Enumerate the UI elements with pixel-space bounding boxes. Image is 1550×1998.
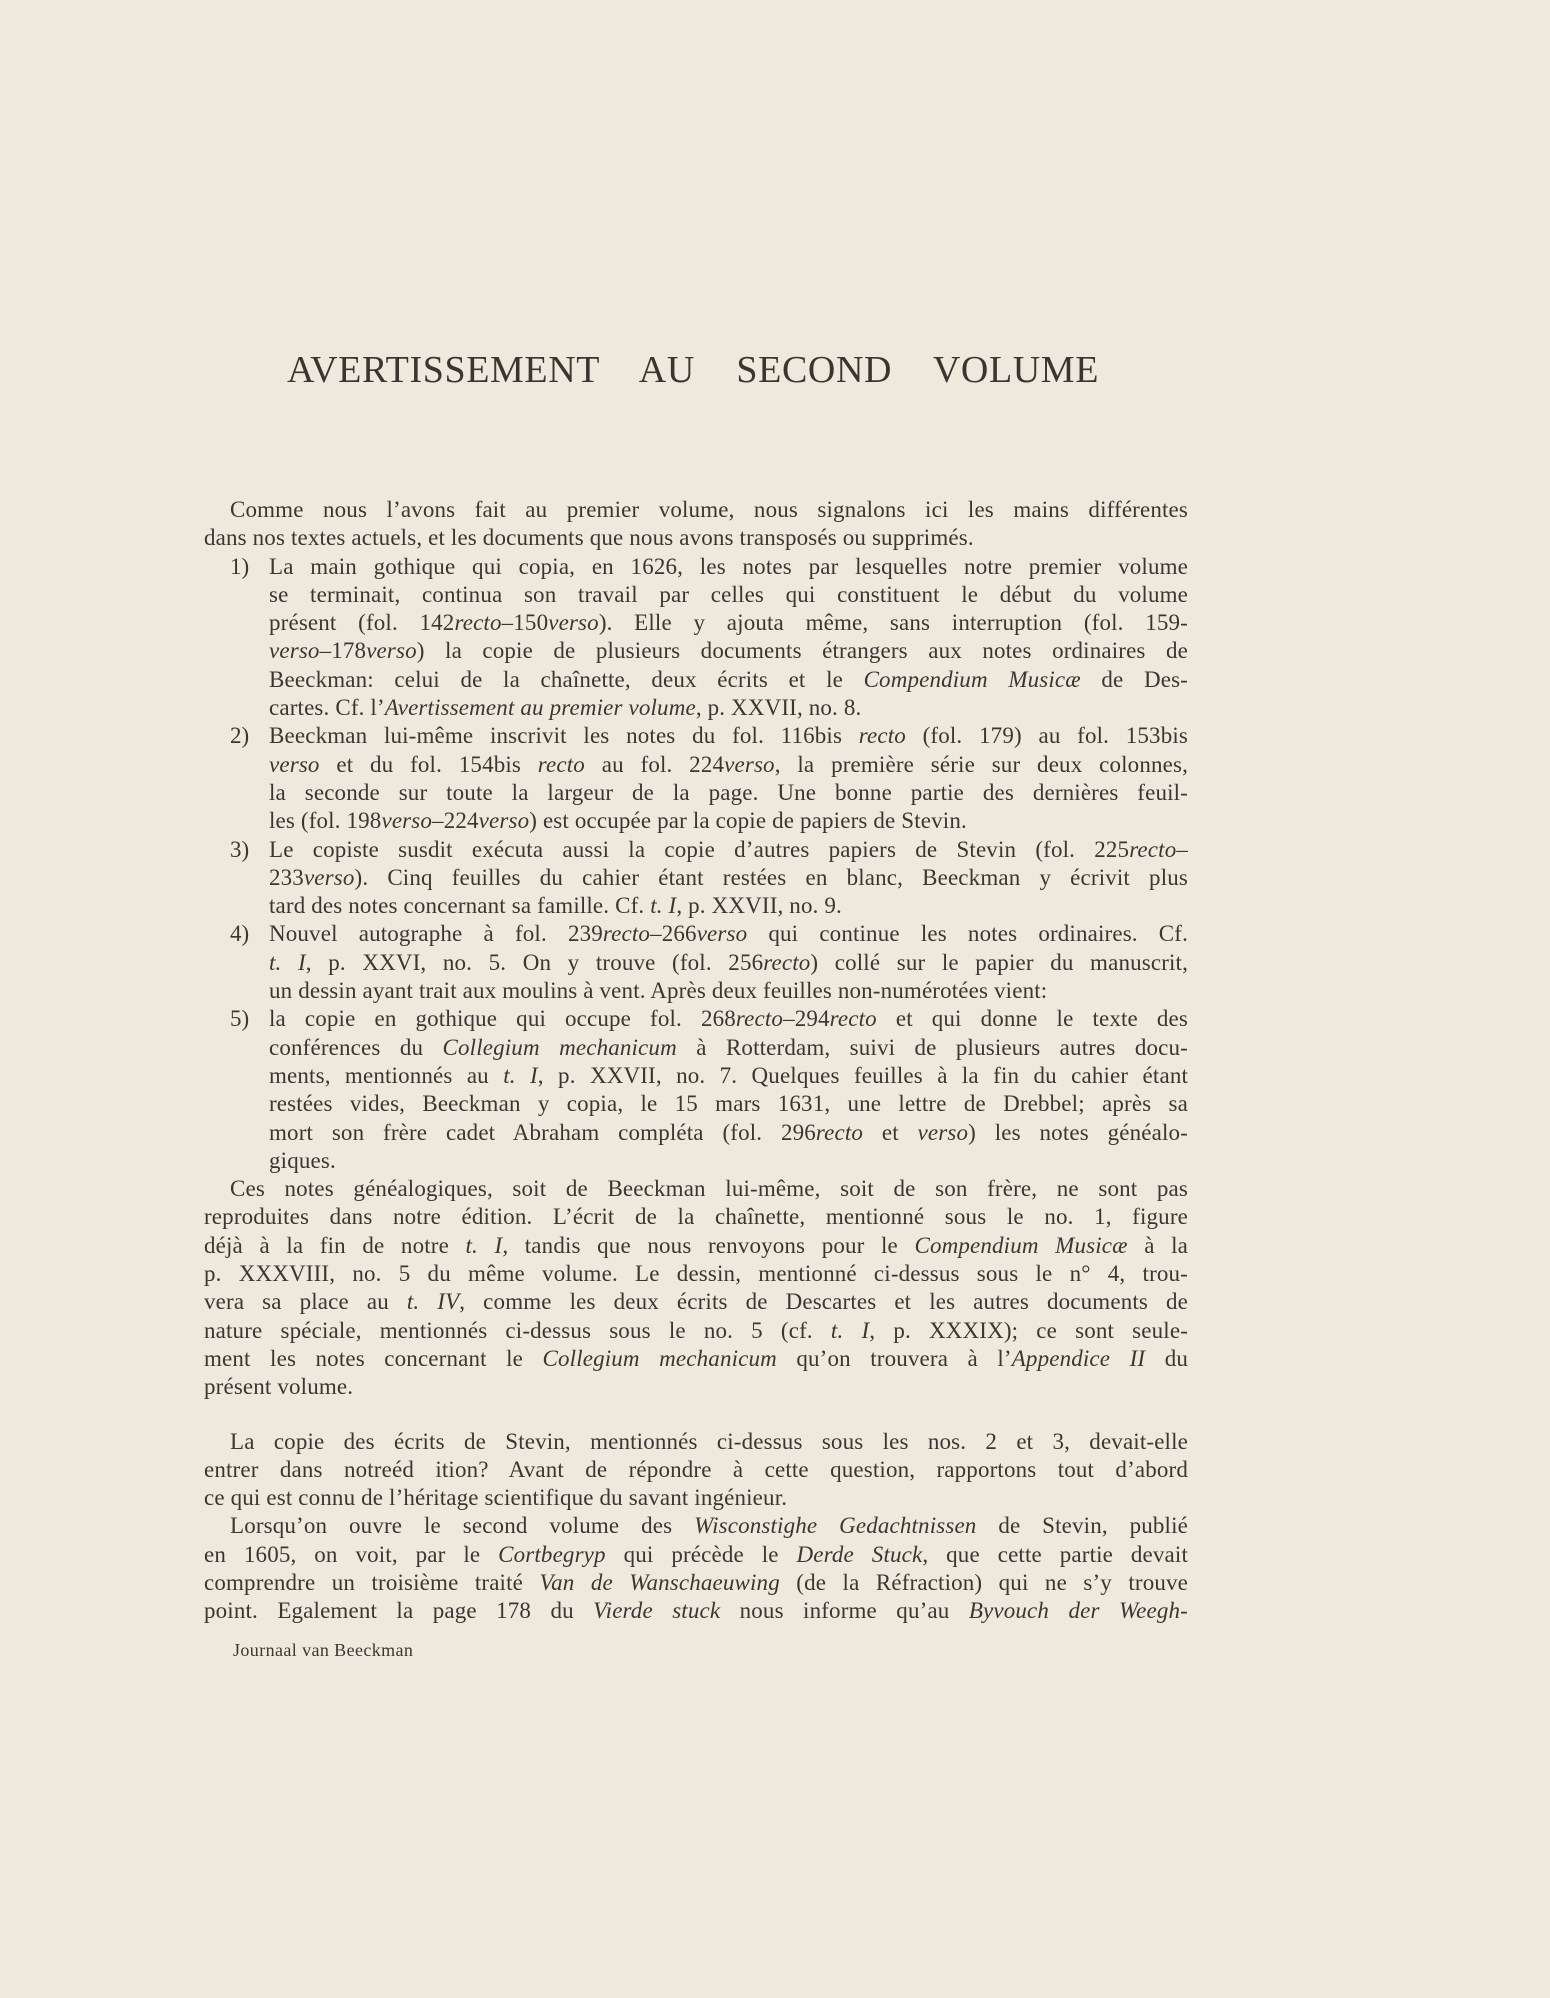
text-line	[269, 694, 1188, 722]
text-line	[204, 1484, 1188, 1512]
numbered-item	[204, 1005, 1188, 1175]
italic-text: t. I	[269, 949, 306, 975]
text-line	[269, 977, 1188, 1005]
italic-text: Cortbegryp	[498, 1541, 606, 1567]
italic-text: Vierde stuck	[593, 1598, 721, 1624]
italic-text: recto	[815, 1119, 864, 1145]
text-run: de Stevin, publié	[976, 1513, 1188, 1539]
italic-text: verso	[548, 610, 599, 636]
italic-text: recto	[763, 949, 811, 975]
text-line	[204, 1428, 1188, 1456]
text-run: Comme nous l’avons fait au premier volume, nous signalons ici les mains différentes	[230, 497, 1188, 522]
text-run: , p. XXVII, no. 8.	[695, 695, 862, 721]
text-run: reproduites dans notre édition. L’écrit de la chaînette, mentionné sous le no. 1, figure	[204, 1204, 1188, 1230]
text-run: ). Elle y ajouta même, sans interruption (fol. 159-	[598, 610, 1188, 636]
text-run: La main gothique qui copia, en 1626, les notes par lesquelles notre premier volume	[269, 553, 1188, 579]
page-title: AVERTISSEMENT AU SECOND VOLUME	[287, 349, 1099, 391]
text-run: (fol. 179) au fol. 153bis	[905, 723, 1188, 749]
text-run: , p. XXVII, no. 9.	[676, 893, 842, 919]
italic-text: Collegium mechanicum	[442, 1034, 677, 1060]
italic-text: t. I	[503, 1062, 538, 1088]
text-run: Beeckman: celui de la chaînette, deux écrits et le	[269, 666, 864, 692]
text-run: du	[1145, 1345, 1189, 1371]
text-line	[204, 1512, 1188, 1540]
item-number: 3)	[230, 836, 250, 862]
text-run: présent (fol. 142	[269, 610, 455, 636]
text-run: de Des-	[1080, 666, 1188, 692]
italic-text: Avertissement au premier volume	[384, 695, 696, 721]
text-run: p. XXXVIII, no. 5 du même volume. Le dessin, mentionné ci-dessus sous le n° 4, trou-	[204, 1261, 1188, 1287]
text-line	[204, 524, 1188, 552]
italic-text: recto	[454, 610, 502, 636]
italic-text: Derde Stuck	[796, 1541, 923, 1567]
text-line	[269, 1005, 1188, 1033]
text-run: , p. XXXIX); ce sont seule-	[869, 1317, 1189, 1343]
italic-text: t. I	[465, 1232, 503, 1258]
item-number: 1)	[230, 553, 250, 579]
text-run: entrer dans notreéd ition? Avant de répondre à cette question, rapportons tout d’abord	[204, 1456, 1188, 1482]
text-run: ) la copie de plusieurs documents étrangers aux notes ordinaires de	[416, 638, 1188, 664]
item-number: 4)	[230, 921, 250, 947]
italic-text: verso	[696, 921, 748, 947]
text-run: les (fol. 198	[269, 808, 382, 834]
text-run: la copie en gothique qui occupe fol. 268	[269, 1006, 736, 1032]
text-run: , la première série sur deux colonnes,	[774, 751, 1188, 777]
italic-text: verso	[381, 808, 433, 834]
text-run: , tandis que nous renvoyons pour le	[502, 1232, 915, 1258]
numbered-item	[204, 722, 1188, 835]
text-line	[269, 1062, 1188, 1090]
text-run: et	[863, 1119, 918, 1145]
text-line	[269, 751, 1188, 779]
text-line	[269, 779, 1188, 807]
text-run: Nouvel autographe à fol. 239	[269, 921, 603, 947]
text-run: ce qui est connu de l’héritage scientifique du savant ingénieur.	[204, 1485, 788, 1511]
text-line	[269, 807, 1188, 835]
text-line	[204, 1569, 1188, 1597]
italic-text: t. I	[830, 1317, 870, 1343]
italic-text: Byvouch der Weegh-	[968, 1598, 1188, 1624]
numbered-item	[204, 553, 1188, 723]
italic-text: verso	[366, 638, 417, 664]
text-run: –178	[319, 638, 367, 664]
document-body	[204, 496, 1188, 1626]
text-line	[269, 836, 1188, 864]
paragraph-gap	[204, 1402, 1188, 1428]
italic-text: t. IV	[406, 1289, 460, 1315]
italic-text: t. I	[650, 893, 677, 919]
numbered-item	[204, 920, 1188, 1005]
italic-text: verso	[303, 864, 355, 890]
text-run: , que cette partie devait	[922, 1541, 1188, 1567]
italic-text: verso	[269, 751, 320, 777]
running-footer: Journaal van Beeckman	[233, 1640, 414, 1660]
body-paragraph	[204, 1175, 1188, 1401]
italic-text: Wisconstighe Gedachtnissen	[694, 1513, 977, 1539]
text-line	[204, 1260, 1188, 1288]
text-run: qu’on trouvera à l’	[776, 1345, 1012, 1371]
text-line	[204, 1541, 1188, 1569]
text-run: , comme les deux écrits de Descartes et les autres documents de	[459, 1289, 1188, 1315]
text-run: déjà à la fin de notre	[204, 1232, 466, 1258]
text-line	[269, 1090, 1188, 1118]
item-number: 2)	[230, 723, 250, 749]
text-run: un dessin ayant trait aux moulins à vent. Après deux feuilles non-numérotées vient:	[269, 978, 1048, 1004]
text-line	[204, 1597, 1188, 1625]
italic-text: recto	[735, 1006, 784, 1032]
numbered-item	[204, 836, 1188, 921]
text-run: ment les notes concernant le	[204, 1345, 543, 1371]
text-run: –266	[650, 921, 697, 947]
text-run: giques.	[269, 1147, 336, 1173]
text-run: à Rotterdam, suivi de plusieurs autres docu-	[676, 1034, 1188, 1060]
text-run: 233	[269, 864, 304, 890]
text-line	[204, 496, 1188, 524]
text-line	[269, 920, 1188, 948]
italic-text: recto	[858, 723, 906, 749]
text-run: qui continue les notes ordinaires. Cf.	[747, 921, 1188, 947]
text-line	[269, 892, 1188, 920]
text-run: –150	[501, 610, 549, 636]
body-paragraph	[204, 1428, 1188, 1513]
italic-text: Appendice II	[1011, 1345, 1146, 1371]
italic-text: verso	[917, 1119, 969, 1145]
text-line	[269, 1119, 1188, 1147]
text-run: nous informe qu’au	[720, 1598, 969, 1624]
text-run: La copie des écrits de Stevin, mentionnés ci-dessus sous les nos. 2 et 3, devait-elle	[230, 1428, 1188, 1454]
italic-text: recto	[537, 751, 585, 777]
text-run: ) les notes généalo-	[968, 1119, 1188, 1145]
text-run: –224	[432, 808, 479, 834]
text-run: la seconde sur toute la largeur de la page. Une bonne partie des dernières feuil-	[269, 779, 1188, 805]
text-run: se terminait, continua son travail par celles qui constituent le début du volume	[269, 581, 1188, 607]
text-run: point. Egalement la page 178 du	[204, 1598, 594, 1624]
text-run: vera sa place au	[204, 1289, 407, 1315]
text-run: ). Cinq feuilles du cahier étant restées en blanc, Beeckman y écrivit plus	[354, 864, 1188, 890]
text-line	[204, 1317, 1188, 1345]
text-line	[269, 637, 1188, 665]
text-run: tard des notes concernant sa famille. Cf.	[269, 893, 651, 919]
text-line	[269, 864, 1188, 892]
text-run: , p. XXVII, no. 7. Quelques feuilles à la fin du cahier étant	[537, 1062, 1189, 1088]
body-paragraph	[204, 1512, 1188, 1625]
text-run: à la	[1127, 1232, 1189, 1258]
text-line	[269, 949, 1188, 977]
text-line	[269, 553, 1188, 581]
text-run: Le copiste susdit exécuta aussi la copie d’autres papiers de Stevin (fol. 225	[269, 836, 1130, 862]
text-line	[269, 666, 1188, 694]
intro-paragraph	[204, 496, 1188, 553]
italic-text: verso	[269, 638, 320, 664]
text-run: qui précède le	[605, 1541, 797, 1567]
text-line	[269, 722, 1188, 750]
text-run: Beeckman lui-même inscrivit les notes du fol. 116bis	[269, 723, 859, 749]
item-number: 5)	[230, 1006, 250, 1032]
text-line	[269, 609, 1188, 637]
text-run: cartes. Cf. l’	[269, 695, 385, 721]
text-run: et qui donne le texte des	[876, 1006, 1189, 1032]
text-line	[204, 1373, 1188, 1401]
text-run: mort son frère cadet Abraham compléta (fol. 296	[269, 1119, 816, 1145]
text-line	[204, 1345, 1188, 1373]
text-run: ) collé sur le papier du manuscrit,	[810, 949, 1188, 975]
text-line	[269, 1147, 1188, 1175]
text-run: restées vides, Beeckman y copia, le 15 mars 1631, une lettre de Drebbel; après sa	[269, 1091, 1188, 1117]
text-run: conférences du	[269, 1034, 443, 1060]
text-run: Ces notes généalogiques, soit de Beeckman lui-même, soit de son frère, ne sont pas	[230, 1176, 1188, 1202]
text-line	[204, 1203, 1188, 1231]
italic-text: recto	[1129, 836, 1177, 862]
text-line	[204, 1232, 1188, 1260]
text-run: , p. XXVI, no. 5. On y trouve (fol. 256	[305, 949, 764, 975]
text-run: Lorsqu’on ouvre le second volume des	[230, 1513, 695, 1539]
text-line	[269, 581, 1188, 609]
italic-text: Van de Wanschaeuwing	[539, 1569, 780, 1595]
text-run: ments, mentionnés au	[269, 1062, 504, 1088]
text-line	[269, 1034, 1188, 1062]
text-run: nature spéciale, mentionnés ci-dessus sous le no. 5 (cf.	[204, 1317, 831, 1343]
text-run: en 1605, on voit, par le	[204, 1541, 499, 1567]
text-run: (de la Réfraction) qui ne s’y trouve	[779, 1569, 1189, 1595]
text-run: –	[1176, 836, 1188, 862]
text-run: comprendre un troisième traité	[204, 1569, 540, 1595]
text-run: –294	[783, 1006, 830, 1032]
text-line	[204, 1288, 1188, 1316]
italic-text: recto	[829, 1006, 877, 1032]
italic-text: recto	[602, 921, 651, 947]
text-run: et du fol. 154bis	[319, 751, 538, 777]
italic-text: verso	[478, 808, 530, 834]
italic-text: Compendium Musicæ	[914, 1232, 1128, 1258]
text-line	[204, 1175, 1188, 1203]
italic-text: Compendium Musicæ	[863, 666, 1081, 692]
text-line	[204, 1456, 1188, 1484]
text-run: au fol. 224	[584, 751, 725, 777]
text-run: dans nos textes actuels, et les documents que nous avons transposés ou supprimés.	[204, 525, 974, 551]
text-run: présent volume.	[204, 1374, 354, 1400]
italic-text: Collegium mechanicum	[542, 1345, 777, 1371]
italic-text: verso	[724, 751, 775, 777]
text-run: ) est occupée par la copie de papiers de Stevin.	[529, 808, 967, 834]
